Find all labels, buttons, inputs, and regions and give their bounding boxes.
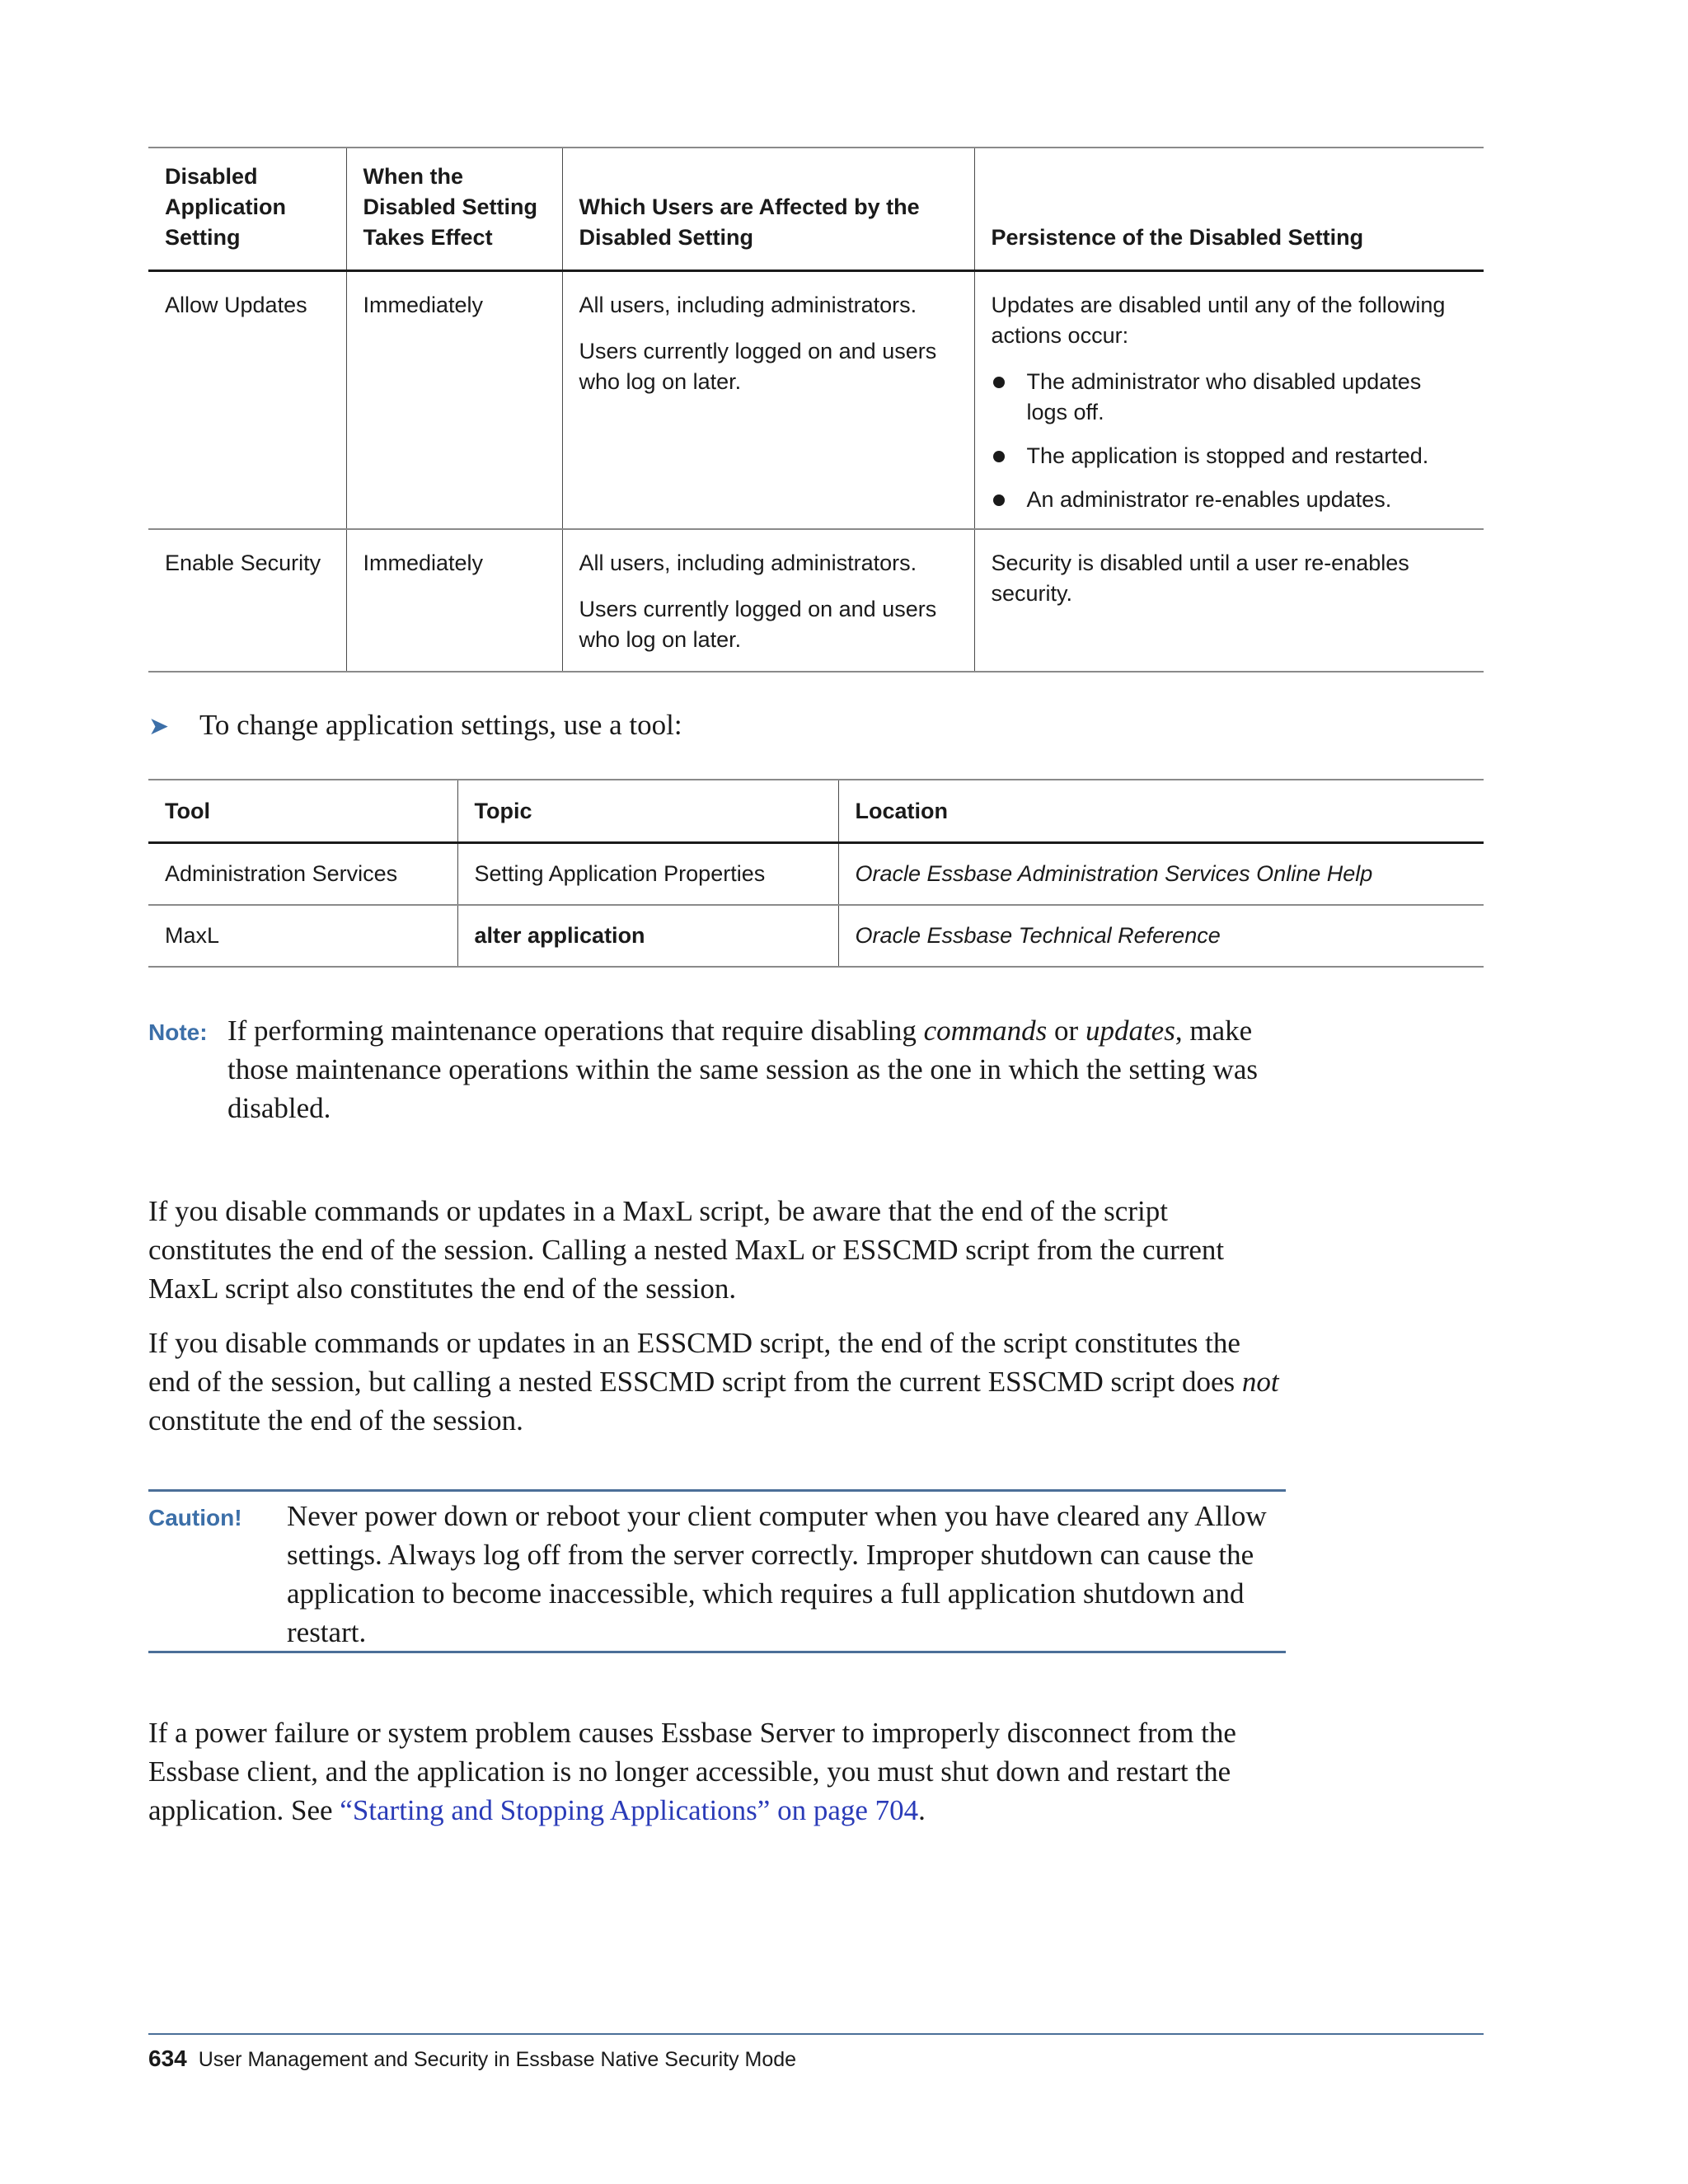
paragraph-maxl: If you disable commands or updates in a MaxL script, be aware that the end of the script constitutes the end of the session. Calling a nested MaxL or ESSCMD script from the current MaxL script also constitutes the end of the session. <box>148 1195 1225 1305</box>
list-item: The application is stopped and restarted. <box>992 441 1468 471</box>
persistence-intro: Updates are disabled until any of the following actions occur: <box>991 292 1446 348</box>
bullet-icon <box>993 451 1005 462</box>
cell-users <box>562 270 974 529</box>
page-number: 634 <box>148 2046 187 2071</box>
paragraph-power-failure: If a power failure or system problem causes Essbase Server to improperly disconnect from the Essbase client, and the application is no longer accessible, you must shut down and restart the application. See “Starting and Stopping Applications” on page 704. <box>148 1717 1236 1826</box>
table-row <box>148 905 1484 967</box>
procedure-text: To change application settings, use a tool: <box>199 709 682 741</box>
users-line: All users, including administrators. <box>579 292 917 317</box>
cell-location: Oracle Essbase Technical Reference <box>838 905 1484 967</box>
cell-setting: Enable Security <box>148 529 346 672</box>
cell-setting: Allow Updates <box>148 270 346 529</box>
cell-location: Oracle Essbase Administration Services Online Help <box>838 843 1484 906</box>
table-row <box>148 270 1484 529</box>
bullet-icon <box>993 377 1005 388</box>
cell-topic: Setting Application Properties <box>457 843 838 906</box>
persistence-intro: Security is disabled until a user re-enables security. <box>991 551 1409 606</box>
tools-table <box>148 779 1484 968</box>
caution-label: Caution! <box>148 1505 242 1530</box>
caution-block <box>148 1489 1286 1653</box>
cell-users <box>562 529 974 672</box>
bullet-icon <box>993 494 1005 506</box>
table-header-row <box>148 148 1484 270</box>
cell-persistence <box>974 529 1484 672</box>
list-item: An administrator re-enables updates. <box>992 485 1468 515</box>
col-header-location: Location <box>838 780 1484 843</box>
procedure-arrow-icon: ➤ <box>148 713 170 740</box>
table-row <box>148 843 1484 906</box>
col-header-when: When the Disabled Setting Takes Effect <box>346 148 562 270</box>
list-item: The administrator who disabled updates logs off. <box>992 367 1468 428</box>
cross-reference-link[interactable]: “Starting and Stopping Applications” on page 704 <box>340 1794 919 1826</box>
users-line: Users currently logged on and users who log on later. <box>579 597 937 652</box>
note-text: If performing maintenance operations that require disabling commands or updates, make those maintenance operations within the same session as the one in which the setting was disabled. <box>227 1015 1258 1124</box>
cell-when: Immediately <box>346 529 562 672</box>
emphasis: updates <box>1085 1015 1175 1047</box>
note-block <box>148 1011 1286 1127</box>
col-header-topic: Topic <box>457 780 838 843</box>
emphasis: not <box>1241 1366 1279 1398</box>
footer-title: User Management and Security in Essbase Native Security Mode <box>198 2048 797 2071</box>
emphasis: commands <box>923 1015 1048 1047</box>
cell-tool: MaxL <box>148 905 457 967</box>
note-label: Note: <box>148 1019 208 1045</box>
footer-divider <box>148 2033 1484 2035</box>
persistence-list <box>992 367 1468 515</box>
procedure-step <box>148 707 682 745</box>
cell-topic: alter application <box>457 905 838 967</box>
disabled-settings-table <box>148 147 1484 673</box>
col-header-users: Which Users are Affected by the Disabled Setting <box>562 148 974 270</box>
page-footer <box>148 2046 796 2073</box>
users-line: Users currently logged on and users who log on later. <box>579 338 937 394</box>
paragraph-esscmd: If you disable commands or updates in an ESSCMD script, the end of the script constitutes the end of the session, but calling a nested ESSCMD script from the current ESSCMD script does not constitute the end of the session. <box>148 1327 1279 1436</box>
table-header-row <box>148 780 1484 843</box>
table-row <box>148 529 1484 672</box>
caution-text: Never power down or reboot your client computer when you have cleared any Allow settings. Always log off from the server correctly. Improper shutdown can cause the application to become inaccessible, which requires a full application shutdown and restart. <box>287 1500 1267 1648</box>
col-header-setting: Disabled Application Setting <box>148 148 346 270</box>
users-line: All users, including administrators. <box>579 551 917 575</box>
cell-tool: Administration Services <box>148 843 457 906</box>
col-header-persistence: Persistence of the Disabled Setting <box>974 148 1484 270</box>
cell-when: Immediately <box>346 270 562 529</box>
cell-persistence <box>974 270 1484 529</box>
col-header-tool: Tool <box>148 780 457 843</box>
